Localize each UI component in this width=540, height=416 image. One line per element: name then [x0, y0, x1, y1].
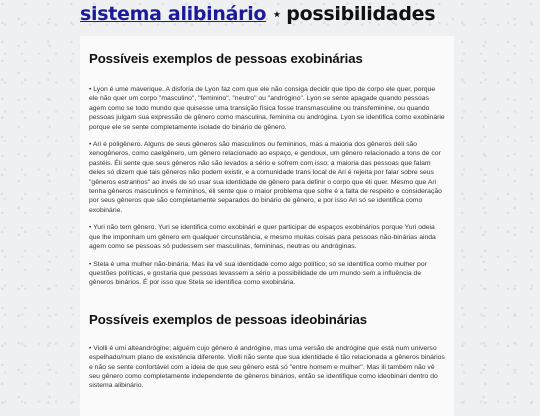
- page-header: [80, 3, 435, 25]
- example-stela: • Stela é uma mulher não-binária. Mas ila vê sua identidade como algo político; só se identifica como mulher por questões políticas, e gostaria que pessoas levassem a sério a possibilidade de um mundo sem a influência de gêneros binários. É por isso que Stela se identifica como exobinária.: [89, 260, 427, 287]
- example-yuri: • Yuri não tem gênero. Yuri se identifica como exobinári e quer participar de espaços exobinários porque Yuri odeia que lhe imponham um gênero em qualquer circunstância, e mesmo muitas coisas para pessoas não-binárias ainda agem como se pessoas só pudessem ser masculinas, femininas, neutras ou andróginas.: [89, 224, 436, 251]
- example-lyon: • Lyon é ume maverique. A disforia de Lyon faz com que ele não consiga decidir que tipo de corpo ele quer, porque ele não quer um corpo "masculino", "feminino", "neutro" ou "andrógino". Lyon se sente apagade quando pessoas agem como se todo mundo que quisesse uma transição física fosse transmasculine ou transfeminine, ou quando pessoas julgam sua expressão de gênero como masculina, feminina ou andrógina. Lyon se identifica como exobinárie porque ele se sente completamente isolade do binário de gênero.: [89, 86, 445, 131]
- page-title: possibilidades: [286, 3, 436, 25]
- content-panel: [80, 36, 454, 416]
- example-violli: • Violli é umi alteandrógine; alguém cujo gênero é andrógine, mas uma versão de andrógine que está num universo espelhado/num plano de existência diferente. Violli não sente que sua identidade é tão relacionada a gêneros binários e não se sente confortável com a ideia de que seu gênero está só "entre homem e mulher". Mas ili também não vê seu gênero como completamente independente de gêneros binários, então se identifique como ideobinári dentro do sistema alibinário.: [89, 344, 445, 390]
- content-inner: [80, 36, 454, 391]
- section-heading-ideobinary: Possíveis exemplos de pessoas ideobinárias: [89, 311, 367, 327]
- section-heading-exobinary: Possíveis exemplos de pessoas exobinárias: [89, 51, 363, 66]
- alibinary-system-link[interactable]: sistema alibinário: [80, 3, 267, 25]
- star-icon: ⋆: [272, 5, 282, 23]
- example-ari: • Ari é poligênero. Alguns de seus gêneros são masculinos ou femininos, mas a maioria dos gêneros déli são xenogêneros, como caelgênero, um gênero relacionado ao espaço, e gendoux, um gênero relacionado a tons de cor pastéis. Éli sente que seus gêneros não são levados a sério e sofrem com isso; a maioria das pessoas que falam deles só dizem que tais gêneros não podem existir, e a comunidade trans local de Ari é rejeita por falar sobre seus "gêneros estranhos" ao invés de só usar sua identidade de gênero para definir o corpo que éli quer. Mesmo que Ari tenha gêneros masculinos e femininos, éli sente que o maior problema que sofre é a falta de respeito e consideração por seus gêneros que são completamente separados do binário de gênero, e por isso Ari só se identifica como exobinárie.: [89, 141, 442, 214]
